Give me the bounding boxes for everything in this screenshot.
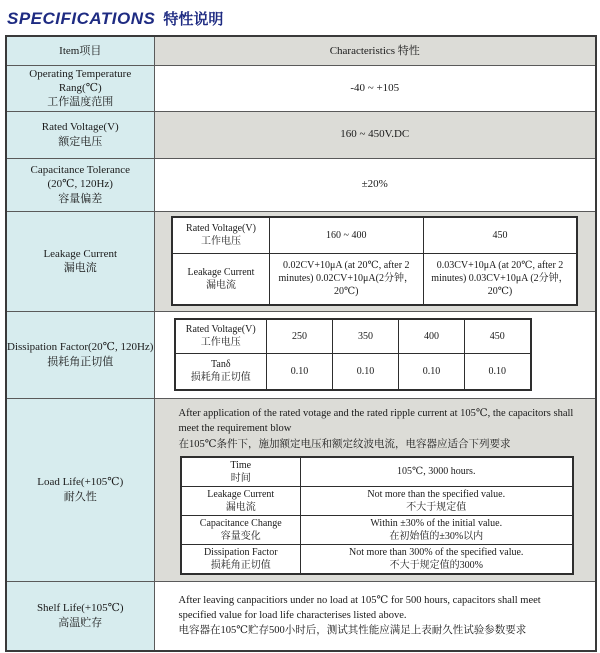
header-item-cell: Item项目 [6,36,154,65]
capacitance-tolerance-label-zh: 容量偏差 [58,192,103,205]
dissipation-tan-label-zh: 损耗角正切值 [190,372,251,384]
load-life-time-label-zh: 时间 [230,472,251,484]
dissipation-tan-label-en: Tanδ [210,359,231,371]
dissipation-value-350: 0.10 [333,353,399,390]
load-life-description-en: After application of the rated votage and the rated ripple current at 105℃, the capacitors shall meet the requirement blow [178,408,574,435]
load-life-capchange-label-zh: 容量变化 [220,530,261,542]
load-life-capchange-label [181,515,301,544]
dissipation-table-voltage-header [175,319,267,353]
row-leakage-current [6,211,596,311]
operating-temperature-label-zh: 工作温度范围 [47,96,114,109]
row-load-life [6,398,596,581]
dissipation-factor-table [174,318,532,391]
page-title [5,5,595,35]
capacitance-tolerance-label [6,158,154,211]
leakage-table-value-160-400: 0.02CV+10μA (at 20℃, after 2 minutes) 0.02CV+10μA(2分钟，20℃) [269,253,423,305]
shelf-life-description-zh: 电容器在105℃贮存500小时后，测试其性能应满足上表耐久性试验参数要求 [178,625,527,637]
leakage-current-value-cell [154,211,596,311]
load-life-value-cell [154,398,596,581]
load-life-capchange-label-en: Capacitance Change [199,517,282,529]
dissipation-factor-label [6,311,154,398]
row-rated-voltage [6,111,596,158]
row-operating-temperature [6,65,596,111]
page-title-zh: 特性说明 [163,10,224,28]
load-life-dissipation-value-en: Not more than 300% of the specified value. [349,546,524,558]
dissipation-value-250: 0.10 [267,353,333,390]
load-life-dissipation-label-zh: 损耗角正切值 [210,559,271,571]
load-life-label [6,398,154,581]
leakage-table-voltage-header-en: Rated Voltage(V) [186,223,256,235]
operating-temperature-label-en: Operating Temperature Rang(℃) [29,67,132,94]
leakage-table-value-450: 0.03CV+10μA (at 20℃, after 2 minutes) 0.03CV+10μA (2分钟，20℃) [423,253,577,305]
load-life-dissipation-value-zh: 不大于规定值的300% [389,559,483,571]
load-life-dissipation-label [181,544,301,574]
capacitance-tolerance-label-cond: (20℃, 120Hz) [47,178,113,191]
capacitance-tolerance-label-en: Capacitance Tolerance [30,164,130,177]
dissipation-voltage-450: 450 [465,319,531,353]
load-life-dissipation-value [301,544,573,574]
rated-voltage-value: 160 ~ 450V.DC [154,111,596,158]
load-life-label-zh: 耐久性 [63,490,97,503]
load-life-label-en: Load Life(+105℃) [37,476,124,489]
load-life-leakage-value [301,486,573,515]
rated-voltage-label-zh: 额定电压 [58,135,103,148]
leakage-current-label-en: Leakage Current [43,247,118,260]
leakage-current-label [6,211,154,311]
dissipation-tan-label [175,353,267,390]
shelf-life-label [6,581,154,651]
operating-temperature-label [6,65,154,111]
operating-temperature-value: -40 ~ +105 [154,65,596,111]
leakage-current-table [171,216,578,306]
dissipation-value-400: 0.10 [399,353,465,390]
shelf-life-label-en: Shelf Life(+105℃) [36,602,124,615]
shelf-life-label-zh: 高温贮存 [58,616,103,629]
load-life-time-value: 105℃, 3000 hours. [301,457,573,487]
page-title-en: SPECIFICATIONS [7,9,156,28]
dissipation-factor-label-zh: 损耗角正切值 [47,355,114,368]
dissipation-voltage-400: 400 [399,319,465,353]
dissipation-factor-label-en: Dissipation Factor(20℃, 120Hz) [7,341,154,354]
leakage-table-col-160-400: 160 ~ 400 [269,217,423,253]
leakage-table-row-label-zh: 漏电流 [206,279,236,291]
dissipation-value-450: 0.10 [465,353,531,390]
load-life-table [180,456,574,575]
spec-table [5,35,597,652]
load-life-leakage-label [181,486,301,515]
load-life-capchange-value-en: Within ±30% of the initial value. [370,517,503,529]
rated-voltage-label [6,111,154,158]
row-capacitance-tolerance [6,158,596,211]
leakage-table-row-label-en: Leakage Current [187,266,255,278]
shelf-life-description [155,593,596,639]
table-header-row [6,36,596,65]
dissipation-factor-value-cell [154,311,596,398]
leakage-table-voltage-header [172,217,269,253]
load-life-leakage-label-en: Leakage Current [207,488,275,500]
load-life-time-label-en: Time [230,459,252,471]
leakage-current-label-zh: 漏电流 [63,262,97,274]
load-life-leakage-label-zh: 漏电流 [225,501,256,513]
leakage-table-row-label [172,253,269,305]
row-shelf-life [6,581,596,651]
rated-voltage-label-en: Rated Voltage(V) [41,121,119,134]
load-life-leakage-value-zh: 不大于规定值 [406,501,467,513]
capacitance-tolerance-value: ±20% [154,158,596,211]
load-life-capchange-value-zh: 在初始值的±30%以内 [389,530,484,542]
dissipation-table-voltage-header-en: Rated Voltage(V) [185,324,256,336]
load-life-time-label [181,457,301,487]
load-life-dissipation-label-en: Dissipation Factor [203,546,278,558]
leakage-table-voltage-header-zh: 工作电压 [201,236,241,248]
dissipation-voltage-250: 250 [267,319,333,353]
dissipation-table-voltage-header-zh: 工作电压 [200,337,241,349]
header-characteristics-cell: Characteristics 特性 [154,36,596,65]
load-life-capchange-value [301,515,573,544]
shelf-life-description-en: After leaving canpacitiors under no load at 105℃ for 500 hours, capacitors shall meet specified value for load life characterises listed above. [178,594,541,622]
load-life-leakage-value-en: Not more than the specified value. [367,488,506,500]
shelf-life-value-cell [154,581,596,651]
leakage-table-col-450: 450 [423,217,577,253]
dissipation-voltage-350: 350 [333,319,399,353]
row-dissipation-factor [6,311,596,398]
load-life-description [155,406,596,452]
load-life-description-zh: 在105℃条件下，施加额定电压和额定纹波电流，电容器应适合下列要求 [178,438,511,450]
